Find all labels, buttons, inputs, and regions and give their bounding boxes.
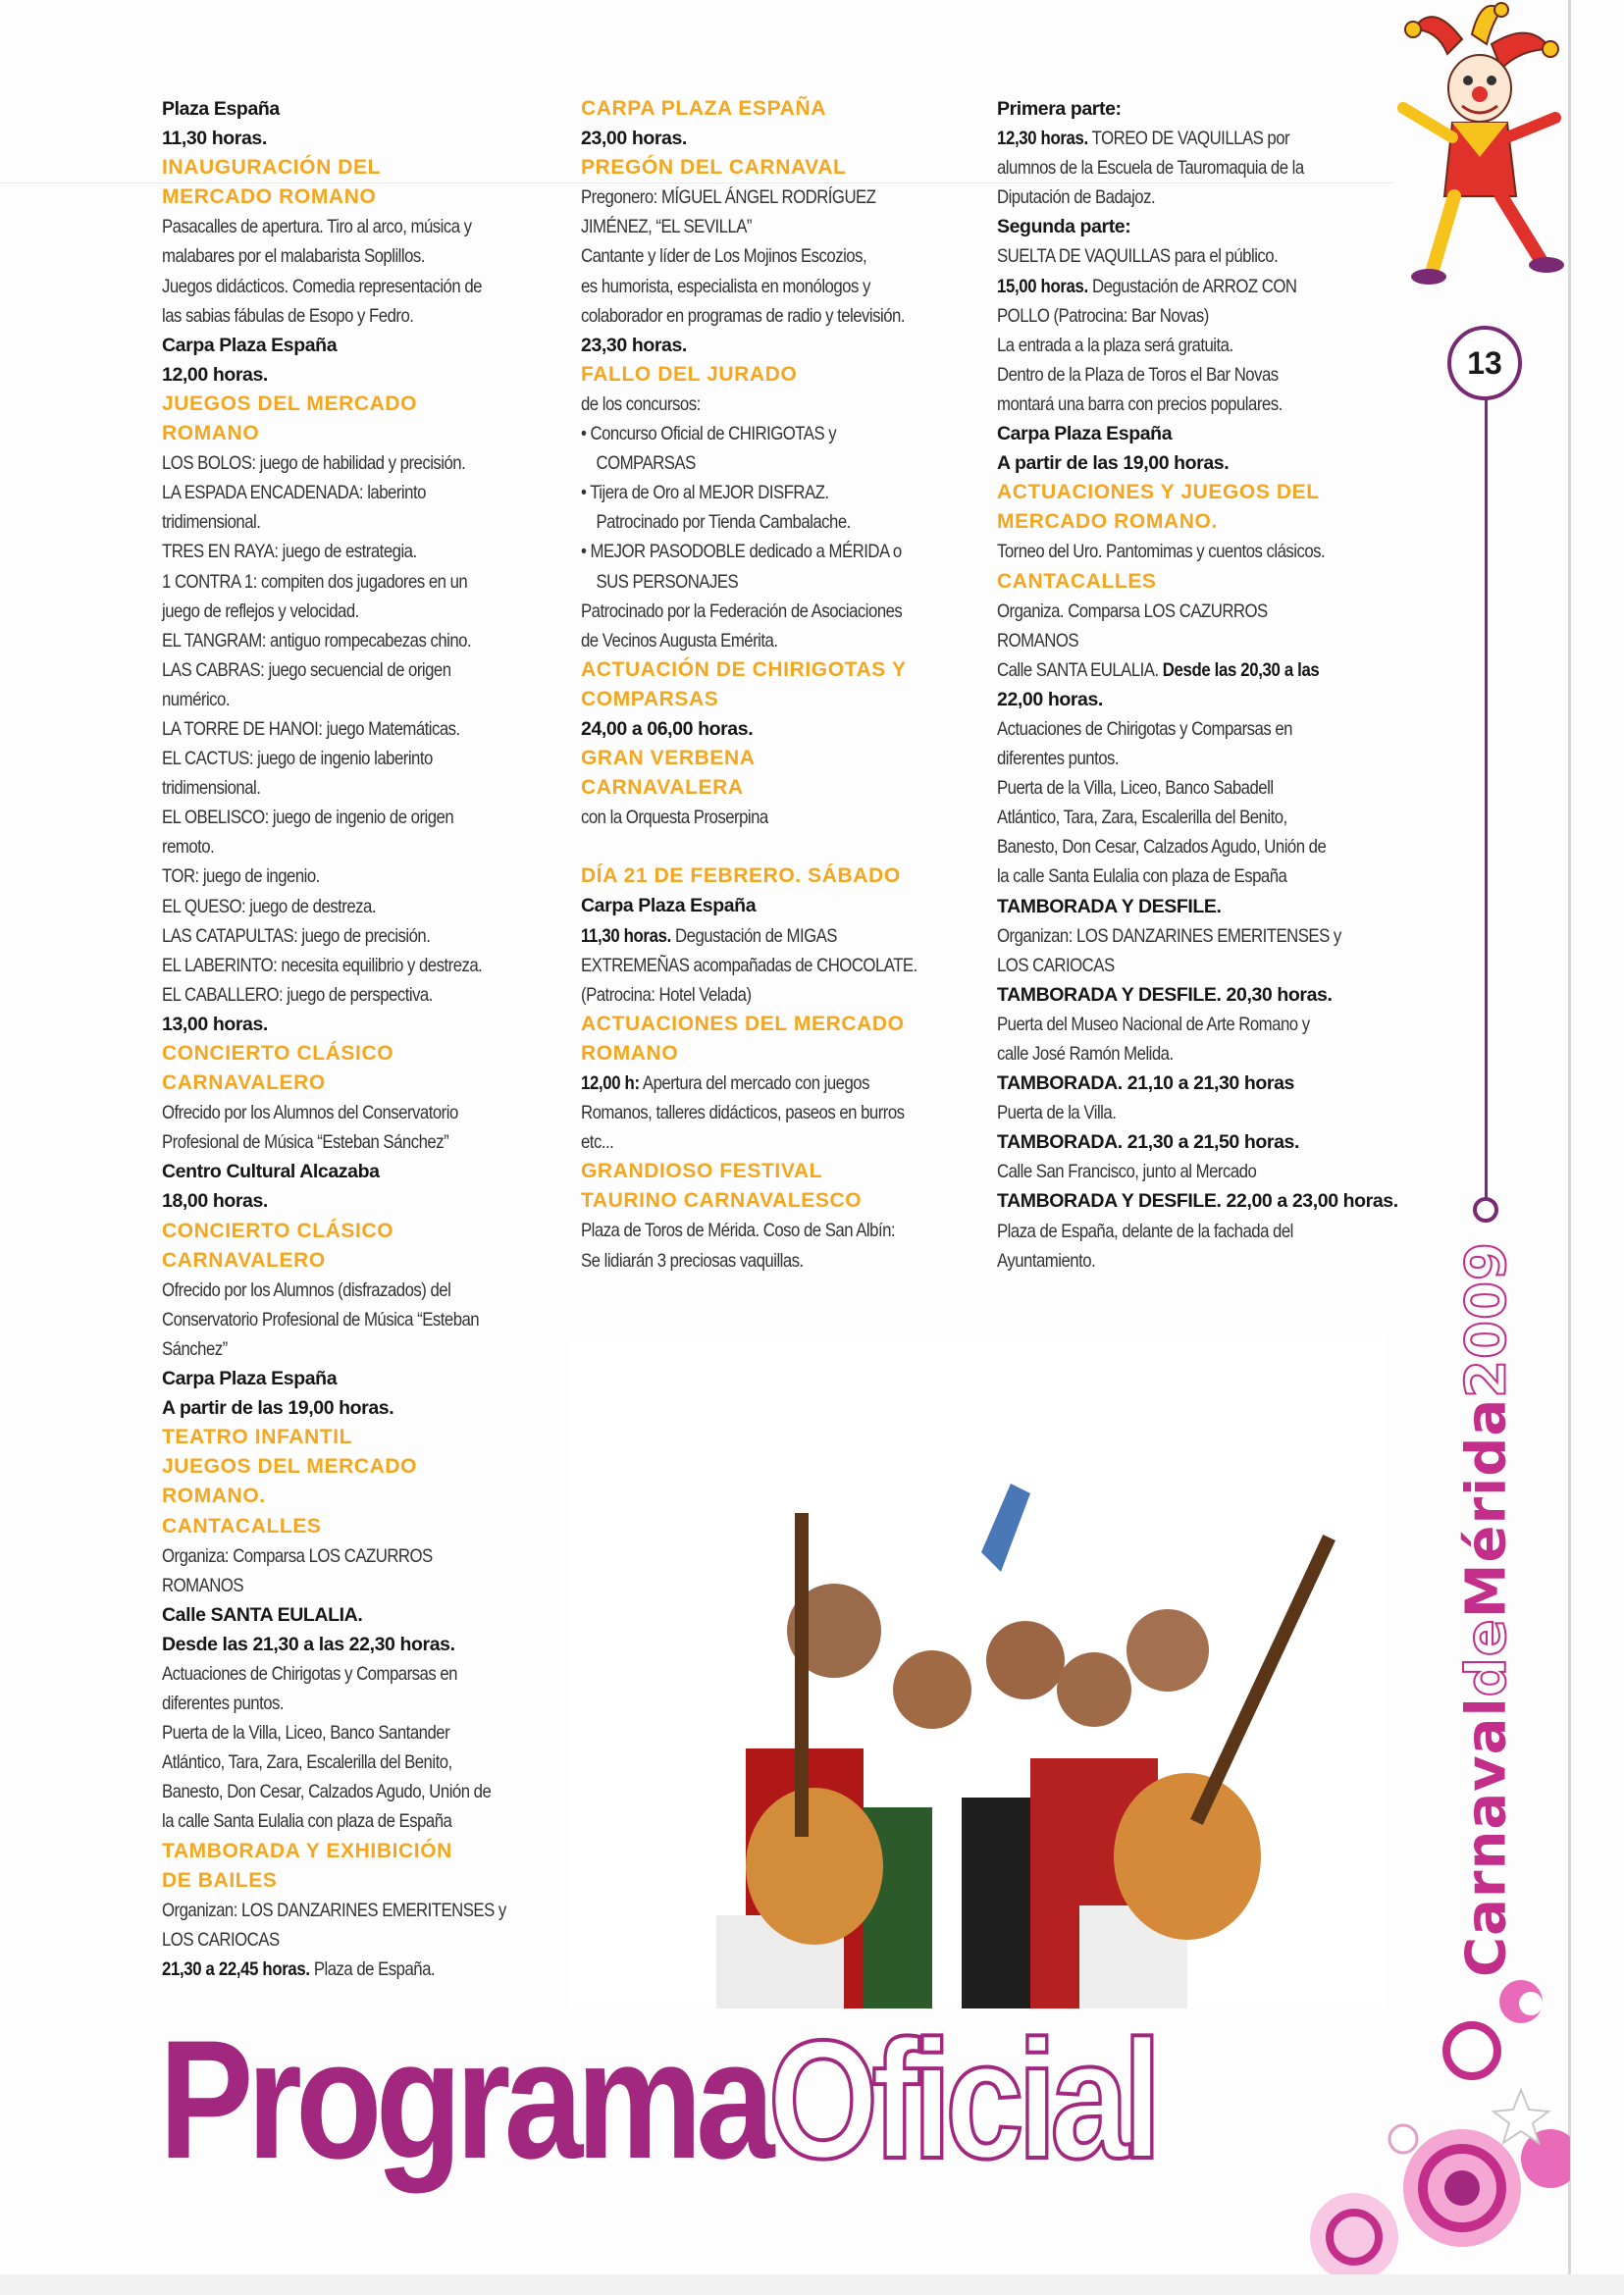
bold-line: TAMBORADA Y DESFILE. 22,00 a 23,00 horas.: [997, 1190, 1398, 1213]
spacer: [581, 832, 983, 861]
bold-line: Plaza España: [162, 98, 280, 120]
body-line: 1 CONTRA 1: compiten dos jugadores en un: [162, 570, 468, 593]
body-line: Atlántico, Tara, Zara, Escalerilla del Benito,: [997, 807, 1287, 829]
bold-line: 23,00 horas.: [581, 128, 687, 150]
body-line: diferentes puntos.: [997, 748, 1120, 770]
bold-line: 13,00 horas.: [162, 1013, 268, 1035]
side-title-carnaval: Carnaval: [1454, 1696, 1519, 1977]
body-line: Banesto, Don Cesar, Calzados Agudo, Unión de: [162, 1781, 492, 1803]
body-line: TRES EN RAYA: juego de estrategia.: [162, 541, 417, 563]
body-line: LA TORRE DE HANOI: juego Matemáticas.: [162, 717, 460, 740]
body-line: juego de reflejos y velocidad.: [162, 600, 359, 622]
body-line: Profesional de Música “Esteban Sánchez”: [162, 1131, 449, 1154]
bold-line: TAMBORADA. 21,30 a 21,50 horas.: [997, 1131, 1300, 1154]
bold-line: TAMBORADA Y DESFILE.: [997, 895, 1222, 917]
vertical-rule: [1485, 396, 1488, 1211]
body-line: Se lidiarán 3 preciosas vaquillas.: [581, 1249, 804, 1272]
body-line: de Vecinos Augusta Emérita.: [581, 629, 778, 652]
body-line: Actuaciones de Chirigotas y Comparsas en: [162, 1662, 457, 1685]
body-line: EXTREMEÑAS acompañadas de CHOCOLATE.: [581, 954, 917, 976]
body-line: JIMÉNEZ, “EL SEVILLA”: [581, 216, 753, 238]
line-text: TOREO DE VAQUILLAS por: [1087, 128, 1290, 150]
time-label: Desde las 20,30 a las: [1162, 658, 1320, 681]
body-line: EL CABALLERO: juego de perspectiva.: [162, 983, 433, 1006]
body-line: Banesto, Don Cesar, Calzados Agudo, Unión de: [997, 836, 1327, 859]
schedule-line: [162, 1955, 499, 1984]
body-line: Patrocinado por la Federación de Asociaciones: [581, 600, 903, 622]
bullet-continuation: COMPARSAS: [596, 452, 696, 475]
body-line: Organiza: Comparsa LOS CAZURROS: [162, 1544, 433, 1567]
event-heading: COMPARSAS: [581, 687, 719, 710]
event-heading: TAURINO CARNAVALESCO: [581, 1189, 863, 1213]
body-line: Actuaciones de Chirigotas y Comparsas en: [997, 717, 1292, 740]
jester-illustration: [1393, 0, 1570, 314]
bullet-item: • Tijera de Oro al MEJOR DISFRAZ.: [581, 478, 927, 507]
schedule-line: [581, 921, 927, 951]
body-line: Conservatorio Profesional de Música “Esteban: [162, 1308, 480, 1330]
body-line: Puerta del Museo Nacional de Arte Romano y: [997, 1013, 1310, 1035]
side-title-merida: Mérida: [1454, 1397, 1519, 1619]
bold-line: 12,00 horas.: [162, 363, 268, 386]
body-line: Ofrecido por los Alumnos (disfrazados) del: [162, 1278, 451, 1301]
bold-line: 22,00 horas.: [997, 688, 1103, 710]
body-line: Juegos didácticos. Comedia representación de: [162, 275, 482, 297]
body-line: SUELTA DE VAQUILLAS para el público.: [997, 245, 1279, 268]
event-heading: CARPA PLAZA ESPAÑA: [581, 97, 826, 120]
event-heading: DÍA 21 DE FEBRERO. SÁBADO: [581, 864, 901, 888]
bold-line: Desde las 21,30 a las 22,30 horas.: [162, 1633, 455, 1655]
event-heading: ROMANO.: [162, 1485, 266, 1508]
body-line: Organizan: LOS DANZARINES EMERITENSES y: [997, 924, 1341, 947]
schedule-line: [997, 124, 1351, 153]
body-line: Pregonero: MÍGUEL ÁNGEL RODRÍGUEZ: [581, 186, 876, 209]
body-line: montará una barra con precios populares.: [997, 392, 1283, 415]
body-line: etc...: [581, 1131, 614, 1154]
body-line: Torneo del Uro. Pantomimas y cuentos clásicos.: [997, 541, 1326, 563]
bold-line: TAMBORADA. 21,10 a 21,30 horas: [997, 1072, 1294, 1095]
bullet-item: • MEJOR PASODOBLE dedicado a MÉRIDA o: [581, 537, 927, 566]
body-line: Dentro de la Plaza de Toros el Bar Novas: [997, 363, 1279, 386]
bold-line: Primera parte:: [997, 98, 1122, 120]
event-heading: CARNAVALERO: [162, 1248, 326, 1272]
side-title-year: 2009: [1454, 1241, 1519, 1398]
bullet-continuation: SUS PERSONAJES: [596, 570, 739, 593]
side-title: [1452, 1236, 1521, 1982]
event-heading: ACTUACIONES DEL MERCADO: [581, 1012, 905, 1035]
bold-line: Segunda parte:: [997, 216, 1131, 238]
bold-line: 24,00 a 06,00 horas.: [581, 717, 754, 740]
event-heading: ROMANO: [581, 1041, 679, 1065]
column-1: [162, 94, 554, 1984]
bold-line: Centro Cultural Alcazaba: [162, 1161, 380, 1183]
event-heading: CONCIERTO CLÁSICO: [162, 1042, 394, 1065]
line-text: Calle SANTA EULALIA.: [997, 658, 1163, 681]
body-line: Calle San Francisco, junto al Mercado: [997, 1161, 1257, 1183]
body-line: TOR: juego de ingenio.: [162, 865, 320, 888]
time-label: 12,00 h:: [581, 1072, 640, 1094]
schedule-line: [581, 1069, 927, 1098]
body-line: colaborador en programas de radio y televisión.: [581, 304, 905, 327]
body-line: Plaza de España, delante de la fachada del: [997, 1220, 1293, 1242]
body-line: POLLO (Patrocina: Bar Novas): [997, 304, 1209, 327]
bold-line: A partir de las 19,00 horas.: [997, 452, 1230, 475]
event-heading: ACTUACIÓN DE CHIRIGOTAS Y: [581, 657, 907, 681]
bold-line: 11,30 horas.: [162, 128, 267, 150]
body-line: la calle Santa Eulalia con plaza de España: [162, 1810, 452, 1833]
body-line: malabares por el malabarista Soplillos.: [162, 245, 425, 268]
body-line: numérico.: [162, 688, 230, 710]
body-line: ROMANOS: [997, 629, 1079, 652]
line-text: Degustación de ARROZ CON: [1087, 275, 1297, 297]
body-line: diferentes puntos.: [162, 1693, 285, 1715]
event-heading: CANTACALLES: [997, 569, 1157, 593]
body-line: LA ESPADA ENCADENADA: laberinto: [162, 482, 426, 504]
body-line: con la Orquesta Proserpina: [581, 807, 768, 829]
banner-word-programa: Programa: [159, 2006, 768, 2194]
body-line: alumnos de la Escuela de Tauromaquia de la: [997, 157, 1304, 180]
event-heading: PREGÓN DEL CARNAVAL: [581, 156, 847, 180]
body-line: Ayuntamiento.: [997, 1249, 1096, 1272]
schedule-line: [997, 272, 1351, 301]
bullet-continuation: Patrocinado por Tienda Cambalache.: [596, 511, 851, 534]
bold-line: Calle SANTA EULALIA.: [162, 1603, 363, 1626]
schedule-line: [997, 655, 1351, 685]
body-line: Romanos, talleres didácticos, paseos en burros: [581, 1102, 905, 1124]
event-heading: INAUGURACIÓN DEL: [162, 156, 382, 180]
body-line: es humorista, especialista en monólogos y: [581, 275, 870, 297]
body-line: Atlántico, Tara, Zara, Escalerilla del Benito,: [162, 1751, 452, 1774]
bold-line: TAMBORADA Y DESFILE. 20,30 horas.: [997, 983, 1333, 1006]
page-number: 13: [1447, 326, 1522, 400]
body-line: Puerta de la Villa, Liceo, Banco Sabadell: [997, 777, 1274, 800]
banner-word-oficial: Oficial: [767, 2006, 1156, 2194]
body-line: calle José Ramón Melida.: [997, 1043, 1174, 1065]
line-text: Degustación de MIGAS: [670, 924, 837, 947]
event-heading: CANTACALLES: [162, 1514, 322, 1538]
body-line: la calle Santa Eulalia con plaza de España: [997, 865, 1287, 888]
body-line: tridimensional.: [162, 777, 261, 800]
bottom-strip: [0, 2274, 1624, 2295]
time-label: 12,30 horas.: [997, 128, 1088, 150]
bold-line: A partir de las 19,00 horas.: [162, 1397, 394, 1420]
body-line: EL QUESO: juego de destreza.: [162, 895, 376, 917]
body-line: Plaza de Toros de Mérida. Coso de San Albín:: [581, 1220, 896, 1242]
event-heading: CARNAVALERO: [162, 1071, 326, 1095]
event-heading: FALLO DEL JURADO: [581, 362, 798, 386]
band-photo: [569, 1336, 1384, 2008]
body-line: Ofrecido por los Alumnos del Conservatorio: [162, 1102, 458, 1124]
bullet-item: • Concurso Oficial de CHIRIGOTAS y: [581, 419, 927, 448]
body-line: LOS CARIOCAS: [162, 1928, 280, 1951]
decorative-swirls: [1236, 1943, 1570, 2276]
time-label: 11,30 horas.: [581, 924, 671, 947]
event-heading: GRANDIOSO FESTIVAL: [581, 1160, 823, 1183]
event-heading: DE BAILES: [162, 1868, 278, 1892]
side-title-de: de: [1454, 1618, 1519, 1697]
body-line: EL OBELISCO: juego de ingenio de origen: [162, 807, 454, 829]
bold-line: Carpa Plaza España: [162, 1368, 338, 1390]
event-heading: CARNAVALERA: [581, 776, 744, 800]
body-line: La entrada a la plaza será gratuita.: [997, 334, 1233, 356]
programa-oficial-banner: [159, 2006, 1197, 2194]
time-label: 21,30 a 22,45 horas.: [162, 1957, 310, 1980]
body-line: EL TANGRAM: antiguo rompecabezas chino.: [162, 629, 472, 652]
event-heading: ROMANO: [162, 422, 260, 445]
body-line: las sabias fábulas de Esopo y Fedro.: [162, 304, 414, 327]
body-line: Organiza. Comparsa LOS CAZURROS: [997, 600, 1268, 622]
body-line: tridimensional.: [162, 511, 261, 534]
bold-line: Carpa Plaza España: [581, 895, 757, 917]
body-line: LAS CABRAS: juego secuencial de origen: [162, 658, 451, 681]
body-line: Cantante y líder de Los Mojinos Escozios,: [581, 245, 867, 268]
body-line: LOS BOLOS: juego de habilidad y precisión.: [162, 452, 466, 475]
bold-line: Carpa Plaza España: [162, 334, 338, 356]
line-text: Plaza de España.: [309, 1957, 436, 1980]
body-line: (Patrocina: Hotel Velada): [581, 983, 752, 1006]
time-label: 15,00 horas.: [997, 275, 1088, 297]
event-heading: MERCADO ROMANO.: [997, 510, 1218, 534]
body-line: EL CACTUS: juego de ingenio laberinto: [162, 748, 433, 770]
column-2: [581, 94, 983, 1276]
bold-line: 23,30 horas.: [581, 334, 687, 356]
column-3: [997, 94, 1409, 1276]
event-heading: TAMBORADA Y EXHIBICIÓN: [162, 1839, 452, 1862]
rule-end-circle: [1473, 1197, 1498, 1223]
event-heading: JUEGOS DEL MERCADO: [162, 1455, 418, 1479]
event-heading: CONCIERTO CLÁSICO: [162, 1219, 394, 1242]
body-line: Sánchez”: [162, 1337, 228, 1360]
body-line: LAS CATAPULTAS: juego de precisión.: [162, 924, 431, 947]
event-heading: MERCADO ROMANO: [162, 185, 377, 209]
body-line: EL LABERINTO: necesita equilibrio y destreza.: [162, 954, 483, 976]
body-line: Puerta de la Villa, Liceo, Banco Santander: [162, 1722, 450, 1745]
bold-line: 18,00 horas.: [162, 1190, 268, 1213]
event-heading: JUEGOS DEL MERCADO: [162, 391, 418, 415]
event-heading: ACTUACIONES Y JUEGOS DEL: [997, 481, 1320, 504]
body-line: remoto.: [162, 836, 215, 859]
line-text: Apertura del mercado con juegos: [639, 1072, 869, 1094]
body-line: Organizan: LOS DANZARINES EMERITENSES y: [162, 1899, 506, 1921]
event-heading: TEATRO INFANTIL: [162, 1426, 353, 1449]
body-line: Pasacalles de apertura. Tiro al arco, música y: [162, 216, 472, 238]
body-line: LOS CARIOCAS: [997, 954, 1115, 976]
body-line: de los concursos:: [581, 392, 701, 415]
body-line: ROMANOS: [162, 1574, 244, 1596]
body-line: Puerta de la Villa.: [997, 1102, 1117, 1124]
bold-line: Carpa Plaza España: [997, 423, 1173, 445]
body-line: Diputación de Badajoz.: [997, 186, 1156, 209]
event-heading: GRAN VERBENA: [581, 747, 756, 770]
